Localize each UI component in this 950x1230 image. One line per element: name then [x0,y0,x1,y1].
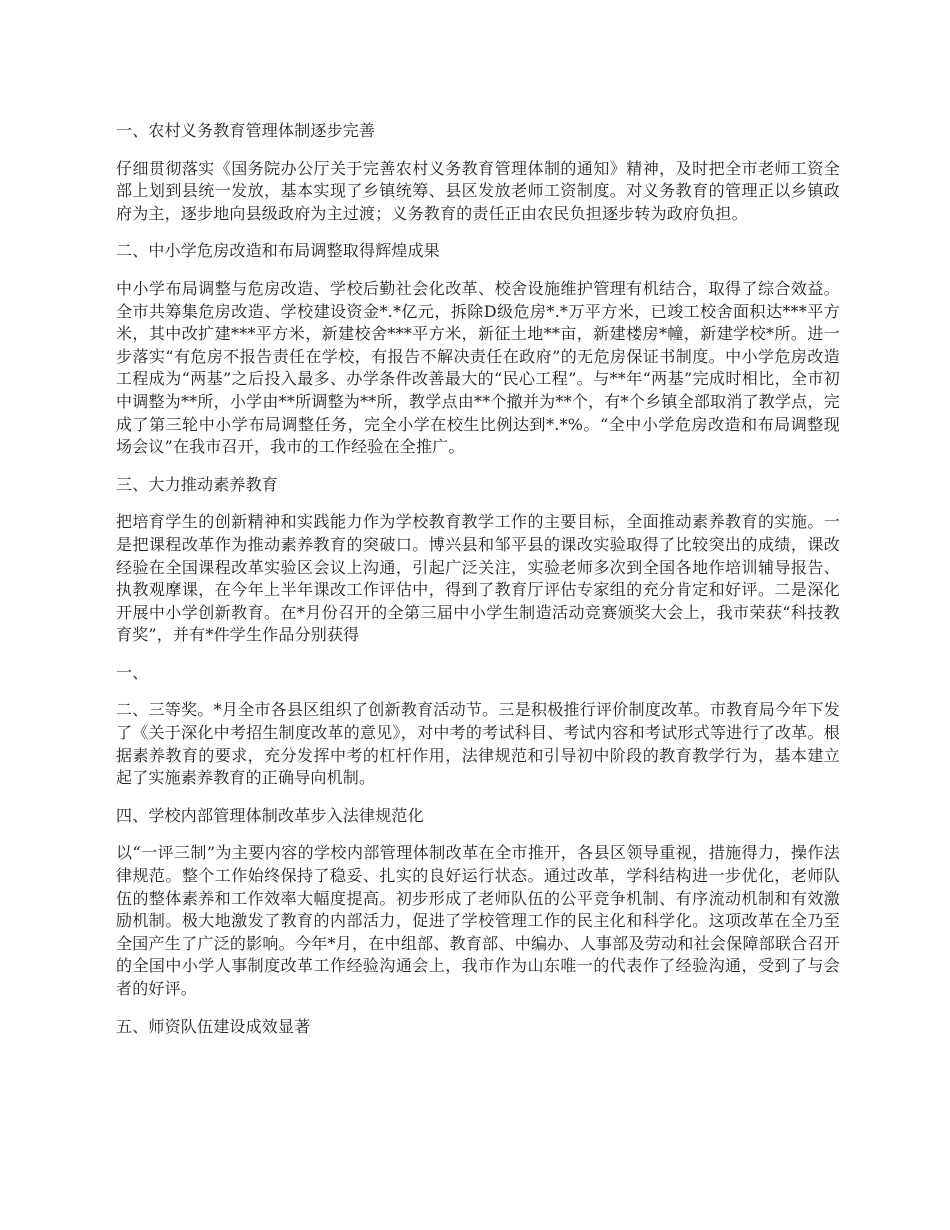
section-heading-1: 一、农村义务教育管理体制逐步完善 [116,121,376,140]
section-heading-3: 三、大力推动素养教育 [116,474,279,494]
section-heading-4: 四、学校内部管理体制改革步入法律规范化 [116,805,424,825]
paragraph-6: 以“一评三制”为主要内容的学校内部管理体制改革在全市推开，各县区领导重视，措施得力，操作法律规范。整个工作始终保持了稳妥、扎实的良好运行状态。通过改革，学科结构进一步优化，老师队伍的整体素养和工作效率大幅度提高。初步形成了老师队伍的公平竞争机制、有序流动机制和有效激励机制。极大地激发了教育的内部活力，促进了学校管理工作的民主化和科学化。这项改革在全乃至全国产生了广泛的影响。今年*月，在中组部、教育部、中编办、人事部及劳动和社会保障部联合召开的全国中小学人事制度改革工作经验沟通会上，我市作为山东唯一的代表作了经验沟通，受到了与会者的好评。 [116,843,840,998]
paragraph-4: 一、 [116,662,149,682]
section-heading-2: 二、中小学危房改造和布局调整取得辉煌成果 [116,241,441,261]
document-page [116,120,840,1053]
section-heading-5: 五、师资队伍建设成效显著 [116,1016,311,1036]
paragraph-5: 二、三等奖。*月全市各县区组织了创新教育活动节。三是积极推行评价制度改革。市教育局今年下发了《关于深化中考招生制度改革的意见》，对中考的考试科目、考试内容和考试形式等进行了改革。根据素养教育的要求，充分发挥中考的杠杆作用，法律规范和引导初中阶段的教育教学行为，基本建立起了实施素养教育的正确导向机制。 [116,700,840,788]
paragraph-1: 仔细贯彻落实《国务院办公厅关于完善农村义务教育管理体制的通知》精神，及时把全市老师工资全部上划到县统一发放，基本实现了乡镇统筹、县区发放老师工资制度。对义务教育的管理正以乡镇政府为主，逐步地向县级政府为主过渡；义务教育的责任正由农民负担逐步转为政府负担。 [116,158,840,223]
paragraph-3: 把培育学生的创新精神和实践能力作为学校教育教学工作的主要目标，全面推动素养教育的实施。一是把课程改革作为推动素养教育的突破口。博兴县和邹平县的课改实验取得了比较突出的成绩，课改经验在全国课程改革实验区会议上沟通，引起广泛关注，实验老师多次到全国各地作培训辅导报告、执教观摩课，在今年上半年课改工作评估中，得到了教育厅评估专家组的充分肯定和好评。二是深化开展中小学创新教育。在*月份召开的全第三届中小学生制造活动竞赛颁奖大会上，我市荣获“科技教育奖”，并有*件学生作品分别获得 [116,512,840,645]
paragraph-2: 中小学布局调整与危房改造、学校后勤社会化改革、校舍设施维护管理有机结合，取得了综合效益。全市共筹集危房改造、学校建设资金*.*亿元，拆除D级危房*.*万平方米，已竣工校舍面积达***平方米，其中改扩建***平方米，新建校舍***平方米，新征土地**亩，新建楼房*幢，新建学校*所。进一步落实“有危房不报告责任在学校，有报告不解决责任在政府”的无危房保证书制度。中小学危房改造工程成为“两基”之后投入最多、办学条件改善最大的“民心工程”。与**年“两基”完成时相比，全市初中调整为**所，小学由**所调整为**所，教学点由**个撤并为**个，有*个乡镇全部取消了教学点，完成了第三轮中小学布局调整任务，完全小学在校生比例达到*.*%。“全中小学危房改造和布局调整现场会议”在我市召开，我市的工作经验在全推广。 [116,278,840,457]
